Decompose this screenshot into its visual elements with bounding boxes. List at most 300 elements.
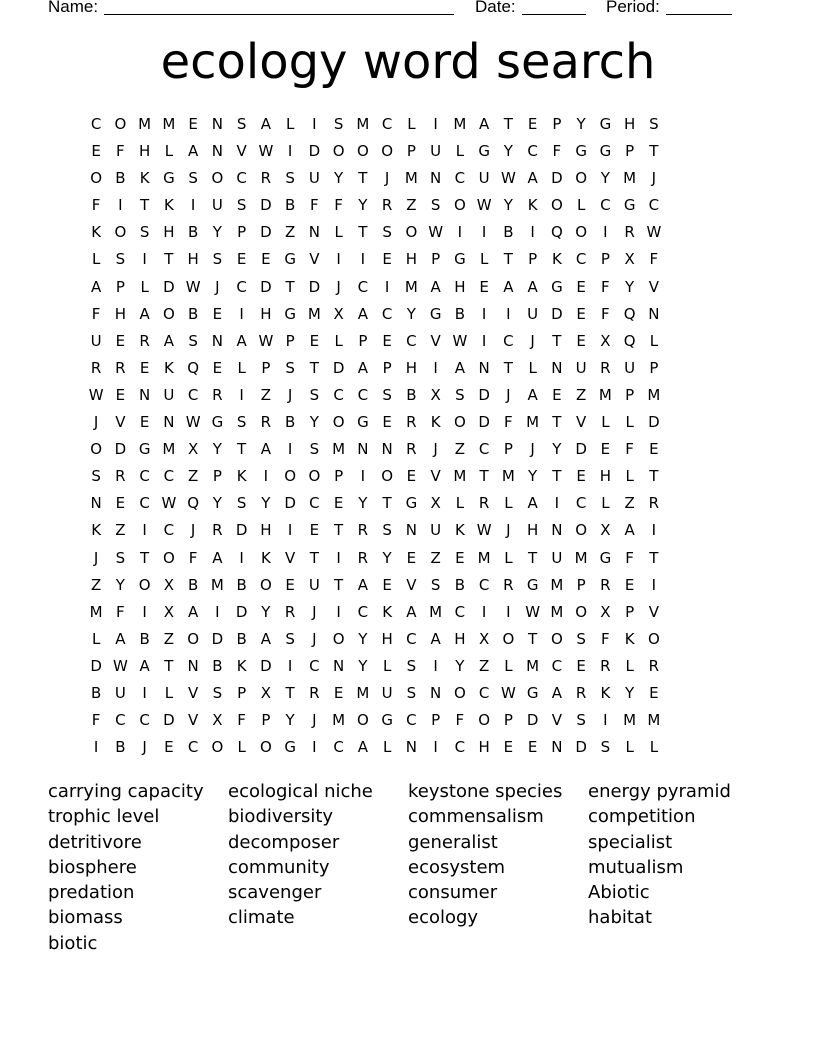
grid-letter: V [115,413,126,432]
grid-letter: T [528,548,538,567]
grid-letter: F [116,602,125,621]
grid-letter: S [600,738,611,757]
grid-letter: E [309,521,320,540]
grid-letter: T [649,467,659,486]
grid-letter: W [500,683,516,702]
grid-letter: P [576,575,586,594]
grid-letter: B [187,223,199,242]
grid-letter: I [142,602,147,621]
grid-letter: T [528,629,538,648]
grid-letter: V [430,331,441,350]
grid-letter: I [457,223,463,242]
grid-letter: E [576,277,586,296]
grid-letter: A [260,115,271,133]
grid-letter: C [551,656,563,675]
grid-letter: R [648,494,660,513]
page-title: ecology word search [160,34,656,90]
grid-letter: Y [503,142,513,161]
grid-letter: E [406,548,417,567]
grid-letter: X [600,602,611,621]
grid-letter: M [162,115,176,133]
grid-letter: C [357,385,369,404]
grid-letter: O [162,304,175,323]
grid-letter: T [334,521,344,540]
grid-letter: R [212,385,223,404]
grid-letter: A [236,331,247,350]
grid-letter: D [163,711,175,730]
word-item: biodiversity [228,806,334,828]
grid-letter: W [476,521,492,540]
grid-letter: D [90,656,102,675]
grid-letter: Y [455,656,465,675]
grid-letter: B [115,738,126,757]
grid-letter: Y [576,115,586,133]
grid-letter: N [551,358,563,377]
grid-letter: T [285,683,295,702]
grid-letter: L [285,115,295,133]
period-label: Period: [606,0,660,16]
date-blank [522,0,586,15]
grid-row [84,599,666,626]
grid-letter: M [623,169,637,188]
grid-letter: I [142,250,147,269]
grid-letter: E [261,250,271,269]
grid-letter: N [333,656,345,675]
grid-row [84,490,666,517]
grid-letter: X [163,602,175,621]
grid-letter: T [503,358,513,377]
grid-letter: E [91,142,101,161]
grid-letter: C [236,277,247,296]
grid-letter: E [212,358,223,377]
grid-letter: F [237,711,246,730]
grid-letter: O [502,629,515,648]
grid-letter: H [454,629,466,648]
grid-letter: M [453,115,467,133]
grid-letter: R [212,521,223,540]
grid-letter: A [503,277,514,296]
grid-letter: C [139,711,150,730]
name-field [48,0,454,17]
grid-row [84,409,666,436]
grid-letter: T [334,575,344,594]
word-item: specialist [588,831,673,853]
grid-letter: U [575,358,587,377]
grid-letter: I [336,602,341,621]
grid-letter: I [287,521,293,540]
grid-letter: L [407,115,416,133]
grid-letter: T [164,656,174,675]
grid-letter: I [603,223,608,242]
grid-letter: O [575,602,588,621]
grid-letter: E [600,440,611,459]
grid-letter: S [115,250,126,269]
grid-letter: L [334,223,343,242]
grid-letter: J [190,521,196,540]
grid-letter: H [623,115,636,133]
grid-row [84,219,666,246]
grid-letter: S [188,331,198,350]
grid-letter: Y [212,440,222,459]
grid-letter: S [236,494,247,513]
grid-letter: S [333,115,344,133]
grid-letter: W [452,331,468,350]
grid-letter: P [115,277,125,296]
grid-letter: P [503,711,513,730]
grid-letter: Y [406,304,416,323]
grid-letter: O [381,467,394,486]
grid-letter: O [550,196,563,215]
grid-letter: C [333,385,344,404]
grid-letter: M [356,115,370,133]
grid-letter: S [382,223,392,242]
grid-letter: I [336,250,341,269]
grid-letter: L [625,413,634,432]
grid-letter: J [530,331,535,350]
grid-letter: K [600,683,611,702]
grid-letter: L [504,548,513,567]
grid-letter: G [454,250,466,269]
grid-letter: A [624,521,635,540]
grid-row [84,355,666,382]
grid-letter: D [211,629,224,648]
grid-row [84,680,666,707]
grid-letter: E [527,738,538,757]
grid-letter: J [530,440,535,459]
grid-letter: G [163,169,175,188]
grid-letter: F [601,277,610,296]
grid-letter: E [552,385,562,404]
grid-letter: O [90,169,103,188]
grid-letter: Y [115,575,125,594]
grid-letter: I [287,142,293,161]
grid-letter: I [481,223,487,242]
grid-letter: D [526,711,539,730]
grid-letter: S [236,115,247,133]
grid-letter: P [406,142,416,161]
grid-row [84,246,666,273]
grid-letter: I [93,738,99,757]
date-label: Date: [475,0,516,16]
grid-letter: W [185,413,201,432]
grid-letter: C [333,738,344,757]
grid-letter: M [429,602,443,621]
grid-letter: Z [430,548,441,567]
grid-letter: P [237,223,247,242]
grid-letter: F [91,304,101,323]
grid-letter: O [332,413,345,432]
grid-letter: M [647,385,661,404]
grid-letter: D [648,413,660,432]
grid-letter: C [600,196,611,215]
grid-letter: U [114,683,126,702]
word-item: consumer [408,882,498,904]
grid-letter: W [161,494,177,513]
grid-letter: Y [503,196,513,215]
grid-letter: S [236,413,247,432]
grid-letter: A [551,683,562,702]
grid-letter: A [357,738,368,757]
grid-letter: A [527,385,538,404]
grid-letter: E [503,738,514,757]
grid-letter: J [336,277,341,296]
grid-letter: J [312,629,317,648]
grid-letter: Y [261,602,271,621]
grid-letter: Y [358,196,368,215]
grid-letter: C [503,331,514,350]
grid-letter: J [651,169,657,188]
grid-letter: K [163,196,174,215]
grid-letter: C [648,196,660,215]
grid-letter: N [405,521,417,540]
grid-letter: L [91,629,101,648]
grid-letter: F [455,711,465,730]
grid-letter: D [332,358,345,377]
grid-letter: F [504,413,513,432]
grid-letter: M [526,413,540,432]
grid-letter: F [334,196,343,215]
grid-letter: C [406,331,417,350]
grid-letter: V [575,413,587,432]
grid-letter: P [649,358,659,377]
grid-letter: E [576,304,586,323]
grid-letter: F [116,142,125,161]
grid-letter: G [575,142,587,161]
grid-row [84,463,666,490]
grid-letter: A [454,358,465,377]
grid-letter: B [139,629,150,648]
grid-letter: O [308,467,321,486]
grid-letter: T [140,196,150,215]
grid-letter: E [139,413,150,432]
grid-letter: F [601,304,610,323]
grid-letter: P [552,115,562,133]
grid-letter: T [140,548,150,567]
grid-letter: O [550,629,563,648]
grid-letter: N [211,115,223,133]
grid-letter: D [308,142,321,161]
grid-letter: S [406,656,417,675]
grid-letter: M [404,169,418,188]
grid-letter: F [625,440,634,459]
grid-letter: C [236,169,247,188]
grid-letter: M [598,385,612,404]
grid-letter: M [307,304,321,323]
grid-letter: I [215,602,220,621]
grid-letter: S [576,629,586,648]
grid-letter: D [260,656,272,675]
grid-letter: B [284,196,296,215]
grid-letter: S [236,196,247,215]
grid-letter: Z [575,385,587,404]
grid-letter: E [382,250,392,269]
grid-letter: Z [284,223,296,242]
grid-letter: T [164,250,174,269]
grid-letter: Z [90,575,102,594]
word-item: generalist [408,831,498,853]
grid-letter: A [187,142,199,161]
grid-letter: A [212,548,223,567]
grid-letter: R [139,331,150,350]
grid-letter: M [526,656,540,675]
grid-letter: Y [212,494,222,513]
grid-letter: P [625,142,635,161]
grid-letter: C [575,494,587,513]
grid-letter: U [430,521,442,540]
grid-letter: M [501,467,515,486]
word-item: ecosystem [408,856,506,878]
grid-letter: S [139,223,150,242]
grid-letter: H [454,277,466,296]
grid-letter: G [405,494,418,513]
grid-letter: R [115,467,126,486]
grid-letter: R [503,575,514,594]
grid-letter: E [624,575,635,594]
word-item: decomposer [228,831,340,853]
grid-letter: D [235,602,248,621]
grid-letter: K [236,467,247,486]
grid-letter: T [237,440,247,459]
grid-letter: C [381,115,393,133]
grid-letter: T [552,413,562,432]
grid-letter: D [235,521,248,540]
grid-letter: L [649,331,659,350]
grid-letter: U [308,575,320,594]
grid-letter: E [115,494,126,513]
grid-letter: K [551,250,562,269]
grid-letter: C [406,711,417,730]
grid-letter: S [188,169,198,188]
grid-letter: V [187,711,199,730]
word-item: ecological niche [228,781,373,802]
grid-letter: U [381,683,393,702]
grid-letter: I [239,548,244,567]
grid-letter: F [188,548,198,567]
grid-letter: K [260,548,271,567]
grid-letter: S [382,521,392,540]
grid-letter: V [236,142,247,161]
word-item: ecology [408,907,479,929]
grid-letter: T [479,467,489,486]
grid-letter: N [478,358,490,377]
grid-letter: L [625,738,634,757]
grid-letter: Y [309,413,319,432]
grid-letter: U [527,304,539,323]
grid-letter: Y [625,683,635,702]
grid-letter: J [506,385,511,404]
grid-letter: P [334,467,344,486]
grid-letter: D [260,277,272,296]
grid-letter: J [142,738,147,757]
grid-letter: R [309,683,320,702]
grid-letter: I [263,467,269,486]
grid-row [84,274,666,301]
grid-letter: O [575,521,588,540]
grid-letter: J [215,277,220,296]
grid-letter: S [212,250,223,269]
grid-letter: C [309,494,320,513]
grid-letter: D [308,277,321,296]
grid-letter: T [309,548,319,567]
grid-row [84,734,666,761]
grid-letter: C [454,169,466,188]
grid-letter: O [575,223,588,242]
grid-row [84,653,666,680]
grid-letter: K [430,413,441,432]
grid-letter: O [114,223,127,242]
grid-letter: C [309,656,320,675]
grid-letter: N [163,413,175,432]
grid-letter: E [455,548,465,567]
grid-letter: W [185,277,201,296]
grid-letter: X [163,575,175,594]
grid-letter: L [601,494,610,513]
grid-letter: I [239,385,244,404]
word-item: detritivore [48,831,142,853]
grid-letter: L [504,656,513,675]
grid-letter: G [284,304,296,323]
grid-row [84,111,666,138]
grid-letter: F [601,629,610,648]
word-column [408,779,588,956]
grid-letter: H [405,358,418,377]
grid-letter: I [433,115,438,133]
grid-letter: M [623,711,637,730]
grid-letter: F [625,548,634,567]
grid-letter: P [625,602,635,621]
grid-letter: H [526,521,539,540]
grid-letter: P [261,358,271,377]
grid-letter: N [551,738,563,757]
grid-letter: U [624,358,636,377]
grid-letter: S [649,115,659,133]
grid-letter: G [526,575,539,594]
grid-letter: T [552,331,562,350]
grid-letter: F [310,196,319,215]
grid-letter: H [405,250,418,269]
grid-letter: E [649,683,659,702]
grid-letter: R [406,440,417,459]
grid-letter: I [506,304,511,323]
grid-letter: V [187,683,199,702]
grid-letter: C [406,629,417,648]
grid-letter: R [260,413,272,432]
grid-letter: G [284,250,296,269]
grid-letter: I [142,683,147,702]
word-item: mutualism [588,856,684,878]
grid-letter: R [357,548,369,567]
grid-letter: P [212,467,222,486]
grid-letter: Y [358,656,368,675]
grid-letter: G [138,440,151,459]
grid-letter: G [599,142,612,161]
grid-letter: R [357,521,369,540]
grid-letter: B [284,413,296,432]
grid-letter: N [430,169,442,188]
grid-row [84,192,666,219]
grid-letter: B [503,223,514,242]
grid-letter: B [454,575,466,594]
grid-letter: I [312,738,317,757]
grid-letter: G [526,683,539,702]
grid-letter: N [551,521,563,540]
grid-letter: G [599,548,612,567]
grid-letter: X [260,683,272,702]
grid-letter: H [478,738,490,757]
word-column [48,779,228,956]
grid-letter: K [163,358,174,377]
grid-letter: I [287,656,293,675]
